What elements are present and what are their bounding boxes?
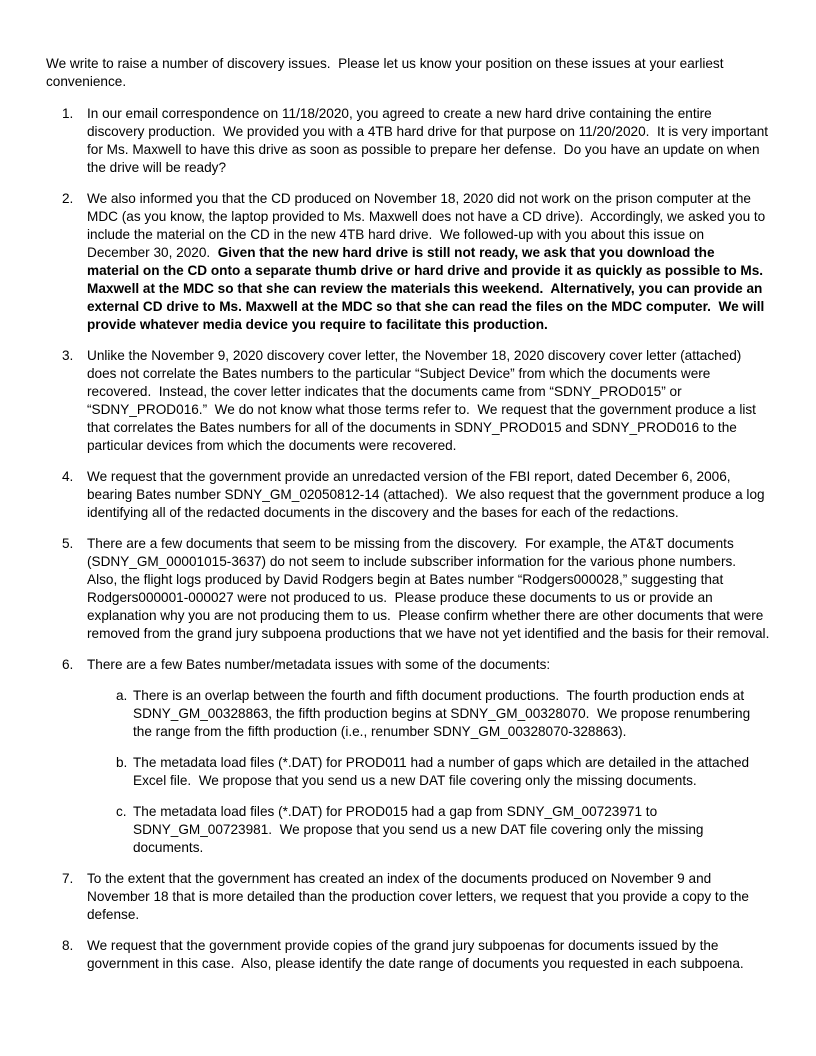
sub-list-item	[87, 803, 770, 857]
text-run: To the extent that the government has created an index of the documents produced on November 9 and November 18 that is more detailed than the production cover letters, we request that you provide a copy to the defense.	[87, 871, 753, 922]
text-run: Given that the new hard drive is still not ready, we ask that you download the material on the CD onto a separate thumb drive or hard drive and provide it as quickly as possible to Ms. Maxwell at the MDC so that she can review the materials this weekend. Alternatively, you can provide an external CD drive to Ms. Maxwell at the MDC so that she can read the files on the MDC computer. We will provide whatever media device you require to facilitate this production.	[87, 245, 769, 332]
list-item-text	[87, 191, 769, 332]
list-item	[46, 190, 770, 334]
text-run: There is an overlap between the fourth and fifth document productions. The fourth production ends at SDNY_GM_00328863, the fifth production begins at SDNY_GM_00328070. We propose renumbering the range from the fifth production (i.e., renumber SDNY_GM_00328070-328863).	[133, 688, 754, 739]
list-item-text	[87, 469, 768, 520]
text-run: The metadata load files (*.DAT) for PROD015 had a gap from SDNY_GM_00723971 to SDNY_GM_00723981. We propose that you send us a new DAT file covering only the missing documents.	[133, 804, 708, 855]
list-item-text	[87, 657, 550, 672]
text-run: The metadata load files (*.DAT) for PROD011 had a number of gaps which are detailed in the attached Excel file. We propose that you send us a new DAT file covering only the missing documents.	[133, 755, 753, 788]
list-item-text	[87, 938, 744, 971]
intro-paragraph: We write to raise a number of discovery issues. Please let us know your position on these issues at your earliest convenience.	[46, 56, 728, 89]
list-item	[46, 656, 770, 857]
letter-body	[46, 55, 770, 986]
list-item	[46, 535, 770, 643]
list-item-number: 5.	[62, 536, 74, 551]
list-item	[46, 870, 770, 924]
sub-list-item-letter: b.	[116, 755, 128, 770]
list-item-text	[87, 536, 769, 641]
list-item-number: 1.	[62, 106, 74, 121]
list-item-text	[87, 871, 753, 922]
list-item	[46, 105, 770, 177]
sub-list-item-text	[133, 688, 754, 739]
sub-list-item-letter: c.	[116, 804, 127, 819]
sub-list-item-text	[133, 755, 753, 788]
sub-list-item	[87, 687, 770, 741]
text-run: In our email correspondence on 11/18/2020, you agreed to create a new hard drive containing the entire discovery production. We provided you with a 4TB hard drive for that purpose on 11/20/2020. It is very important for Ms. Maxwell to have this drive as soon as possible to prepare her defense. Do you have an update on when the drive will be ready?	[87, 106, 772, 175]
list-item	[46, 347, 770, 455]
numbered-list	[46, 105, 770, 973]
text-run: Unlike the November 9, 2020 discovery cover letter, the November 18, 2020 discovery cover letter (attached) does not correlate the Bates numbers to the particular “Subject Device” from which the documents were recovered. Instead, the cover letter indicates that the documents came from “SDNY_PROD015” or “SDNY_PROD016.” We do not know what those terms refer to. We request that the government produce a list that correlates the Bates numbers for all of the documents in SDNY_PROD015 and SDNY_PROD016 to the particular devices from which the documents were recovered.	[87, 348, 760, 453]
list-item-text	[87, 106, 772, 175]
sub-list-item-text	[133, 804, 707, 855]
list-item-number: 8.	[62, 938, 74, 953]
text-run: We request that the government provide copies of the grand jury subpoenas for documents issued by the government in this case. Also, please identify the date range of documents you requested in each subpoena.	[87, 938, 744, 971]
list-item-number: 4.	[62, 469, 74, 484]
list-item	[46, 937, 770, 973]
list-item-number: 3.	[62, 348, 74, 363]
list-item-text	[87, 348, 760, 453]
list-item-number: 7.	[62, 871, 74, 886]
list-item-number: 6.	[62, 657, 74, 672]
text-run: We request that the government provide an unredacted version of the FBI report, dated December 6, 2006, bearing Bates number SDNY_GM_02050812-14 (attached). We also request that the government produce a log identifying all of the redacted documents in the discovery and the bases for each of the redactions.	[87, 469, 769, 520]
text-run: We also informed you that the CD produced on November 18, 2020 did not work on the prison computer at the MDC (as you know, the laptop provided to Ms. Maxwell does not have a CD drive). Accordingly, we asked you to include the material on the CD in the new 4TB hard drive. We followed-up with you about this issue on December 30, 2020.	[87, 191, 770, 260]
list-item	[46, 468, 770, 522]
list-item-number: 2.	[62, 191, 74, 206]
sub-list-item	[87, 754, 770, 790]
text-run: There are a few Bates number/metadata issues with some of the documents:	[87, 657, 551, 672]
text-run: There are a few documents that seem to be missing from the discovery. For example, the AT&T documents (SDNY_GM_00001015-3637) do not seem to include subscriber information for the various phone numbers. Also, the flight logs produced by David Rodgers begin at Bates number “Rodgers000028,” suggesting that Rodgers000001-000027 were not produced to us. Please produce these documents to us or provide an explanation why you are not producing them to us. Please confirm whether there are other documents that were removed from the grand jury subpoena productions that we have not yet identified and the basis for their removal.	[87, 536, 770, 641]
sub-list-item-letter: a.	[116, 688, 128, 703]
